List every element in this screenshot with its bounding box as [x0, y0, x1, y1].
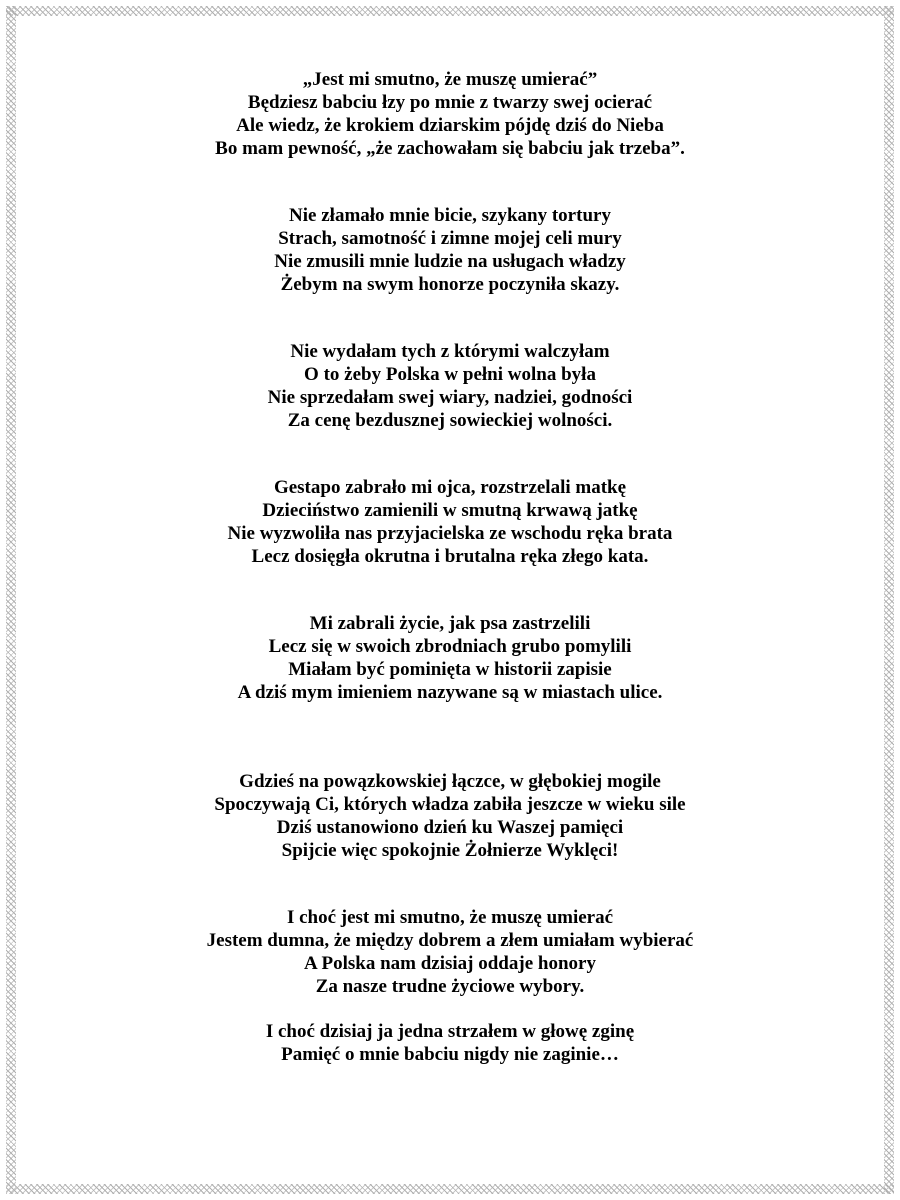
poem-line: Nie wydałam tych z którymi walczyłam — [290, 341, 610, 362]
poem-line: Gestapo zabrało mi ojca, rozstrzelali matkę — [273, 477, 627, 498]
stanza-6 — [40, 770, 860, 862]
poem-line: Nie sprzedałam swej wiary, nadziei, godności — [267, 387, 633, 408]
stanza-gap — [40, 704, 860, 770]
poem-line: Lecz się w swoich zbrodniach grubo pomylili — [268, 636, 632, 657]
poem — [40, 68, 860, 1066]
poem-line: Miałam być pominięta w historii zapisie — [288, 659, 612, 680]
poem-line: Nie złamało mnie bicie, szykany tortury — [289, 205, 611, 226]
poem-line: Lecz dosięgła okrutna i brutalna ręka złego kata. — [251, 546, 649, 567]
poem-line: Bo mam pewność, „że zachowałam się babciu jak trzeba”. — [215, 138, 685, 159]
stanza-5 — [40, 612, 860, 704]
poem-line: Żebym na swym honorze poczyniła skazy. — [280, 274, 620, 295]
poem-line: Za nasze trudne życiowe wybory. — [315, 976, 585, 997]
poem-line: Gdzieś na powązkowskiej łączce, w głębokiej mogile — [239, 771, 661, 792]
stanza-gap — [40, 862, 860, 906]
poem-line: Mi zabrali życie, jak psa zastrzelili — [309, 613, 591, 634]
poem-line: Spoczywają Ci, których władza zabiła jeszcze w wieku sile — [214, 794, 686, 815]
poem-line: Będziesz babciu łzy po mnie z twarzy swej ocierać — [247, 92, 653, 113]
poem-line: Strach, samotność i zimne mojej celi mury — [278, 228, 622, 249]
poem-line: Ale wiedz, że krokiem dziarskim pójdę dziś do Nieba — [236, 115, 664, 136]
stanza-4 — [40, 476, 860, 568]
stanza-1 — [40, 68, 860, 160]
poem-line: I choć dzisiaj ja jedna strzałem w głowę zginę — [265, 1021, 635, 1042]
stanza-2 — [40, 204, 860, 296]
poem-line: Nie wyzwoliła nas przyjacielska ze wschodu ręka brata — [227, 523, 673, 544]
poem-line: Spijcie więc spokojnie Żołnierze Wyklęci! — [281, 840, 619, 861]
poem-line: Dziś ustanowiono dzień ku Waszej pamięci — [276, 817, 624, 838]
stanza-gap — [40, 160, 860, 204]
border-left-ornament — [6, 6, 16, 1194]
poem-line: O to żeby Polska w pełni wolna była — [304, 364, 596, 385]
poem-line: „Jest mi smutno, że muszę umierać” — [302, 69, 598, 90]
poem-line: A dziś mym imieniem nazywane są w miastach ulice. — [237, 682, 663, 703]
poem-line: A Polska nam dzisiaj oddaje honory — [304, 953, 596, 974]
stanza-gap — [40, 998, 860, 1020]
border-bottom-ornament — [6, 1184, 894, 1194]
border-top-ornament — [6, 6, 894, 16]
poem-line: Jestem dumna, że między dobrem a złem umiałam wybierać — [206, 930, 694, 951]
poem-line: Pamięć o mnie babciu nigdy nie zaginie… — [281, 1044, 619, 1065]
border-right-ornament — [884, 6, 894, 1194]
poem-line: Nie zmusili mnie ludzie na usługach władzy — [274, 251, 626, 272]
stanza-8 — [40, 1020, 860, 1066]
poem-line: I choć jest mi smutno, że muszę umierać — [286, 907, 614, 928]
stanza-3 — [40, 340, 860, 432]
stanza-gap — [40, 296, 860, 340]
stanza-gap — [40, 432, 860, 476]
stanza-gap — [40, 568, 860, 612]
poem-line: Za cenę bezdusznej sowieckiej wolności. — [287, 410, 613, 431]
stanza-7 — [40, 906, 860, 998]
poem-line: Dzieciństwo zamienili w smutną krwawą jatkę — [262, 500, 638, 521]
